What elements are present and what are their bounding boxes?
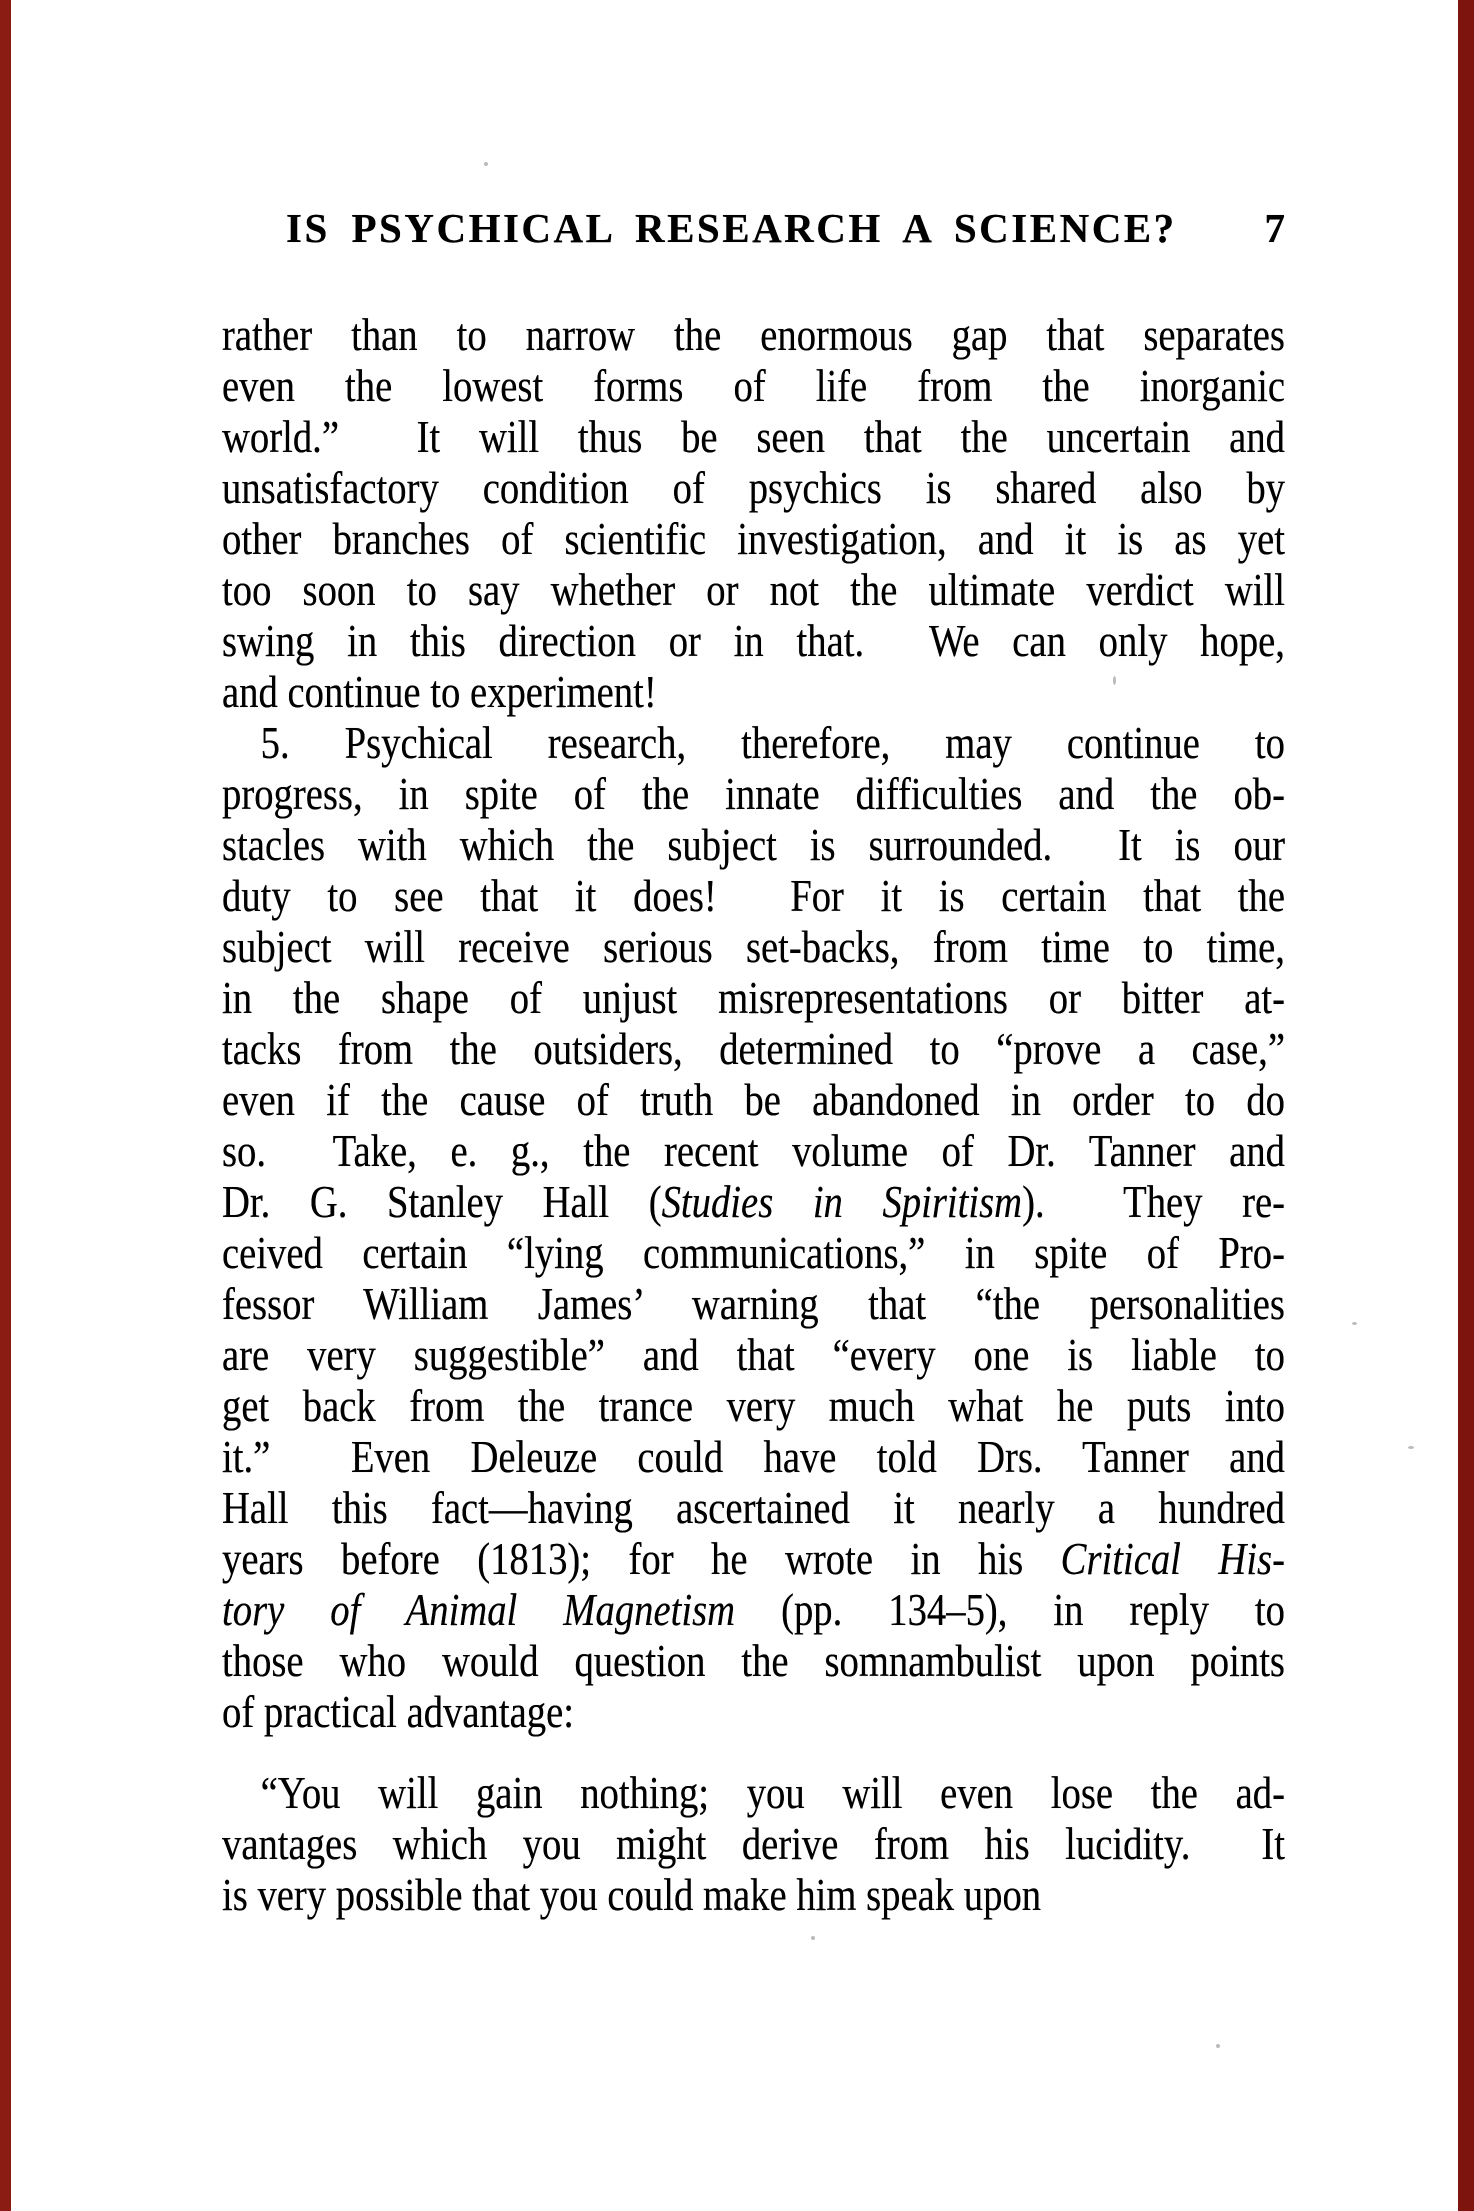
text-line: it.” Even Deleuze could have told Drs. Tanner and <box>222 1431 1285 1482</box>
text-line: those who would question the somnambulist upon points <box>222 1635 1285 1686</box>
text-line: tacks from the outsiders, determined to “prove a case,” <box>222 1023 1285 1074</box>
text-line: fessor William James’ warning that “the personalities <box>222 1278 1285 1329</box>
text-line: tory of Animal Magnetism (pp. 134–5), in reply to <box>222 1584 1285 1635</box>
text-line: world.” It will thus be seen that the uncertain and <box>222 411 1285 462</box>
text-line: “You will gain nothing; you will even lose the ad- <box>260 1767 1285 1818</box>
text-line: is very possible that you could make him speak upon <box>222 1869 1042 1920</box>
text-line: in the shape of unjust misrepresentations or bitter at- <box>222 972 1285 1023</box>
scan-speck <box>484 162 488 166</box>
text-line: get back from the trance very much what he puts into <box>222 1380 1285 1431</box>
text-line: Dr. G. Stanley Hall (Studies in Spiritism). They re- <box>222 1176 1285 1227</box>
text-line: ceived certain “lying communications,” in spite of Pro- <box>222 1227 1285 1278</box>
text-line: unsatisfactory condition of psychics is shared also by <box>222 462 1285 513</box>
text-line: years before (1813); for he wrote in his Critical His- <box>222 1533 1285 1584</box>
page-number: 7 <box>1264 205 1285 251</box>
scan-edge-left <box>0 0 11 2211</box>
running-head <box>222 205 1285 251</box>
scan-speck <box>811 1936 815 1940</box>
page-title: IS PSYCHICAL RESEARCH A SCIENCE? <box>286 205 1177 251</box>
scan-speck <box>1216 2044 1220 2048</box>
scan-speck <box>1408 1446 1414 1449</box>
text-line: even if the cause of truth be abandoned in order to do <box>222 1074 1285 1125</box>
text-line: Hall this fact—having ascertained it nearly a hundred <box>222 1482 1285 1533</box>
text-line: even the lowest forms of life from the inorganic <box>222 360 1285 411</box>
scan-speck <box>1352 1322 1357 1325</box>
text-line: 5. Psychical research, therefore, may continue to <box>260 717 1285 768</box>
text-line: subject will receive serious set-backs, from time to time, <box>222 921 1285 972</box>
text-line: too soon to say whether or not the ultimate verdict will <box>222 564 1285 615</box>
body-text <box>222 309 1474 1920</box>
text-line: rather than to narrow the enormous gap that separates <box>222 309 1285 360</box>
text-line: vantages which you might derive from his lucidity. It <box>222 1818 1285 1869</box>
text-line: so. Take, e. g., the recent volume of Dr. Tanner and <box>222 1125 1285 1176</box>
text-line: swing in this direction or in that. We can only hope, <box>222 615 1285 666</box>
scan-speck <box>1113 676 1116 685</box>
text-line: progress, in spite of the innate difficulties and the ob- <box>222 768 1285 819</box>
text-line: duty to see that it does! For it is certain that the <box>222 870 1285 921</box>
text-line: other branches of scientific investigation, and it is as yet <box>222 513 1285 564</box>
text-line: stacles with which the subject is surrounded. It is our <box>222 819 1285 870</box>
text-line: of practical advantage: <box>222 1686 574 1737</box>
text-line: are very suggestible” and that “every one is liable to <box>222 1329 1285 1380</box>
text-line: and continue to experiment! <box>222 666 657 717</box>
